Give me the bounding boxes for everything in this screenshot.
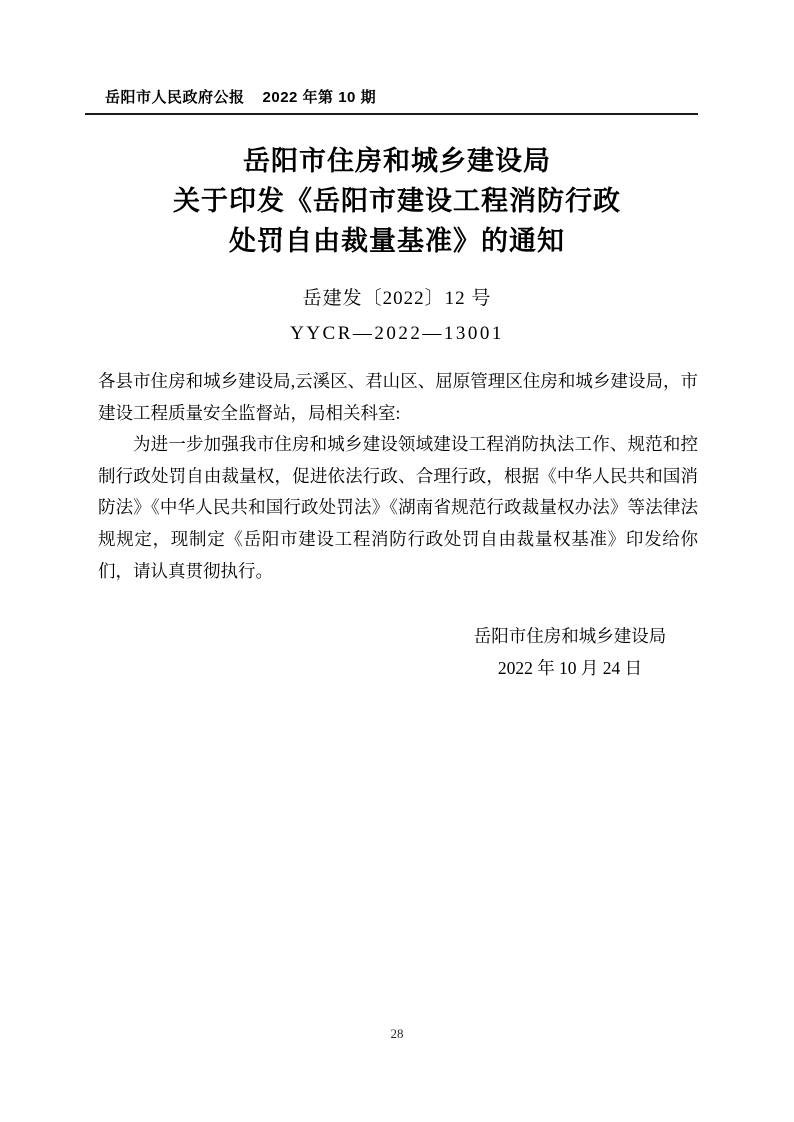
document-title bbox=[0, 141, 794, 261]
gazette-title: 岳阳市人民政府公报 bbox=[105, 89, 245, 106]
document-title-line-2: 关于印发《岳阳市建设工程消防行政 bbox=[173, 186, 621, 216]
document-title-line-3: 处罚自由裁量基准》的通知 bbox=[229, 226, 565, 256]
document-number: 岳建发〔2022〕12 号 bbox=[302, 288, 492, 309]
signature-organization: 岳阳市住房和城乡建设局 bbox=[473, 626, 667, 646]
document-code: YYCR—2022—13001 bbox=[290, 323, 504, 344]
salutation-paragraph: 各县市住房和城乡建设局,云溪区、君山区、屈原管理区住房和城乡建设局，市建设工程质量安全监督站，局相关科室: bbox=[98, 371, 698, 423]
page-number: 28 bbox=[390, 1026, 404, 1041]
document-body bbox=[98, 366, 698, 587]
gazette-header bbox=[85, 86, 698, 115]
document-title-line-1: 岳阳市住房和城乡建设局 bbox=[243, 146, 551, 176]
signature-date: 2022 年 10 月 24 日 bbox=[497, 658, 643, 678]
gazette-issue: 2022 年第 10 期 bbox=[262, 89, 377, 106]
signature-block bbox=[420, 620, 720, 684]
body-paragraph: 为进一步加强我市住房和城乡建设领域建设工程消防执法工作、规范和控制行政处罚自由裁量权，促进依法行政、合理行政，根据《中华人民共和国消防法》《中华人民共和国行政处罚法》《湖南省规范行政裁量权办法》等法律法规规定，现制定《岳阳市建设工程消防行政处罚自由裁量权基准》印发给你们，请认真贯彻执行。 bbox=[98, 434, 698, 581]
